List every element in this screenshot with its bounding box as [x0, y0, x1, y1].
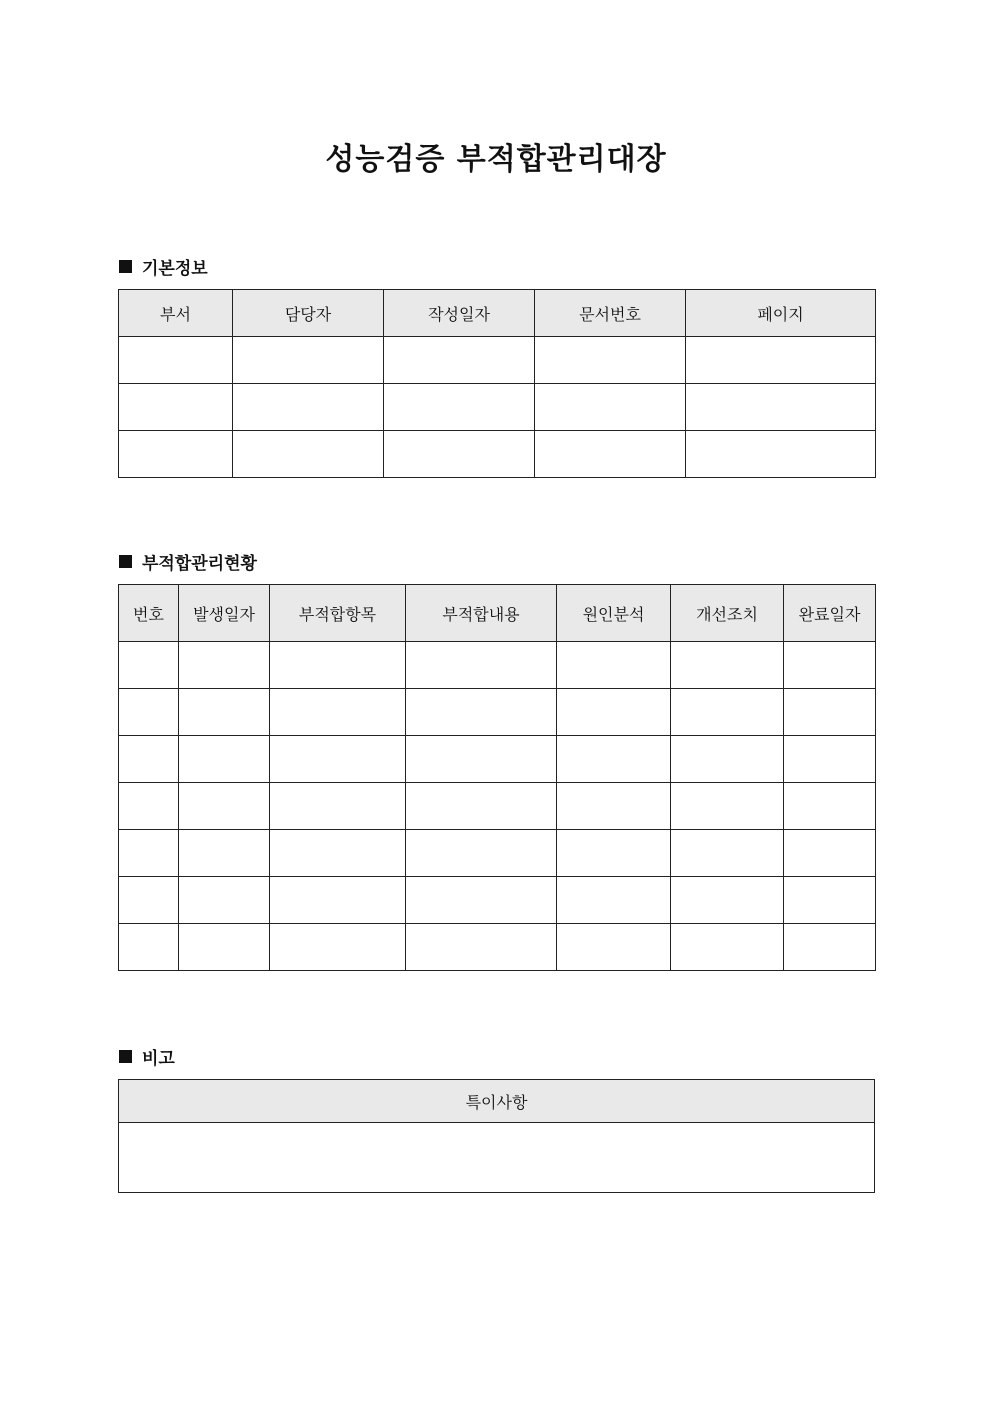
table-row: [119, 337, 876, 384]
black-square-icon: [119, 260, 132, 273]
table-cell[interactable]: [557, 783, 671, 830]
table-row: [119, 642, 876, 689]
table-cell[interactable]: [119, 431, 233, 478]
table-cell[interactable]: [179, 877, 270, 924]
table-cell[interactable]: [270, 830, 406, 877]
remarks-content-cell[interactable]: [119, 1123, 875, 1193]
column-header-special-notes: 특이사항: [119, 1080, 875, 1123]
table-row: [119, 689, 876, 736]
table-cell[interactable]: [233, 337, 384, 384]
table-cell[interactable]: [270, 689, 406, 736]
column-header-item: 부적합항목: [270, 585, 406, 642]
table-cell[interactable]: [557, 736, 671, 783]
table-row: [119, 1123, 875, 1193]
table-cell[interactable]: [119, 642, 179, 689]
table-cell[interactable]: [119, 689, 179, 736]
table-cell[interactable]: [671, 877, 784, 924]
table-cell[interactable]: [671, 924, 784, 971]
table-cell[interactable]: [179, 736, 270, 783]
table-cell[interactable]: [270, 642, 406, 689]
column-header-content: 부적합내용: [406, 585, 557, 642]
table-cell[interactable]: [557, 689, 671, 736]
table-cell[interactable]: [406, 830, 557, 877]
table-cell[interactable]: [557, 830, 671, 877]
column-header-manager: 담당자: [233, 290, 384, 337]
table-header-row: [119, 290, 876, 337]
section-heading-label: 기본정보: [142, 259, 208, 279]
section-heading-label: 부적합관리현황: [142, 554, 257, 574]
table-cell[interactable]: [686, 431, 876, 478]
table-row: [119, 384, 876, 431]
table-cell[interactable]: [179, 689, 270, 736]
section-heading-remarks: [119, 1044, 175, 1069]
table-cell[interactable]: [671, 830, 784, 877]
table-cell[interactable]: [406, 689, 557, 736]
table-cell[interactable]: [784, 689, 876, 736]
table-cell[interactable]: [406, 877, 557, 924]
table-cell[interactable]: [270, 924, 406, 971]
column-header-date: 작성일자: [384, 290, 535, 337]
table-cell[interactable]: [119, 783, 179, 830]
column-header-dept: 부서: [119, 290, 233, 337]
table-cell[interactable]: [671, 642, 784, 689]
column-header-complete-date: 완료일자: [784, 585, 876, 642]
table-cell[interactable]: [384, 431, 535, 478]
table-cell[interactable]: [384, 384, 535, 431]
basic-info-table: [118, 289, 876, 478]
table-cell[interactable]: [179, 642, 270, 689]
table-cell[interactable]: [535, 431, 686, 478]
column-header-page: 페이지: [686, 290, 876, 337]
table-cell[interactable]: [406, 783, 557, 830]
table-row: [119, 830, 876, 877]
table-cell[interactable]: [119, 877, 179, 924]
table-cell[interactable]: [179, 924, 270, 971]
table-cell[interactable]: [179, 783, 270, 830]
table-row: [119, 431, 876, 478]
table-row: [119, 877, 876, 924]
table-row: [119, 736, 876, 783]
table-row: [119, 783, 876, 830]
table-cell[interactable]: [671, 689, 784, 736]
table-cell[interactable]: [784, 736, 876, 783]
table-cell[interactable]: [406, 736, 557, 783]
section-heading-basic-info: [119, 254, 208, 279]
remarks-table: [118, 1079, 875, 1193]
table-row: [119, 924, 876, 971]
table-cell[interactable]: [270, 736, 406, 783]
table-cell[interactable]: [557, 642, 671, 689]
document-title: 성능검증 부적합관리대장: [325, 142, 667, 177]
table-cell[interactable]: [784, 783, 876, 830]
table-cell[interactable]: [119, 924, 179, 971]
nonconformity-table: [118, 584, 876, 971]
table-cell[interactable]: [557, 877, 671, 924]
table-cell[interactable]: [119, 736, 179, 783]
table-cell[interactable]: [233, 431, 384, 478]
table-cell[interactable]: [233, 384, 384, 431]
table-cell[interactable]: [784, 924, 876, 971]
table-cell[interactable]: [406, 924, 557, 971]
table-header-row: [119, 1080, 875, 1123]
section-heading-nonconformity: [119, 549, 257, 574]
table-cell[interactable]: [406, 642, 557, 689]
table-cell[interactable]: [686, 337, 876, 384]
table-cell[interactable]: [784, 642, 876, 689]
table-cell[interactable]: [119, 384, 233, 431]
black-square-icon: [119, 555, 132, 568]
table-cell[interactable]: [784, 877, 876, 924]
column-header-doc-number: 문서번호: [535, 290, 686, 337]
table-cell[interactable]: [270, 783, 406, 830]
table-cell[interactable]: [671, 736, 784, 783]
column-header-cause: 원인분석: [557, 585, 671, 642]
column-header-action: 개선조치: [671, 585, 784, 642]
column-header-occur-date: 발생일자: [179, 585, 270, 642]
table-cell[interactable]: [270, 877, 406, 924]
table-cell[interactable]: [384, 337, 535, 384]
table-cell[interactable]: [671, 783, 784, 830]
section-heading-label: 비고: [142, 1049, 175, 1069]
table-cell[interactable]: [535, 337, 686, 384]
table-cell[interactable]: [535, 384, 686, 431]
column-header-number: 번호: [119, 585, 179, 642]
table-cell[interactable]: [119, 830, 179, 877]
table-cell[interactable]: [686, 384, 876, 431]
table-cell[interactable]: [119, 337, 233, 384]
table-cell[interactable]: [179, 830, 270, 877]
table-cell[interactable]: [557, 924, 671, 971]
table-cell[interactable]: [784, 830, 876, 877]
black-square-icon: [119, 1050, 132, 1063]
table-header-row: [119, 585, 876, 642]
